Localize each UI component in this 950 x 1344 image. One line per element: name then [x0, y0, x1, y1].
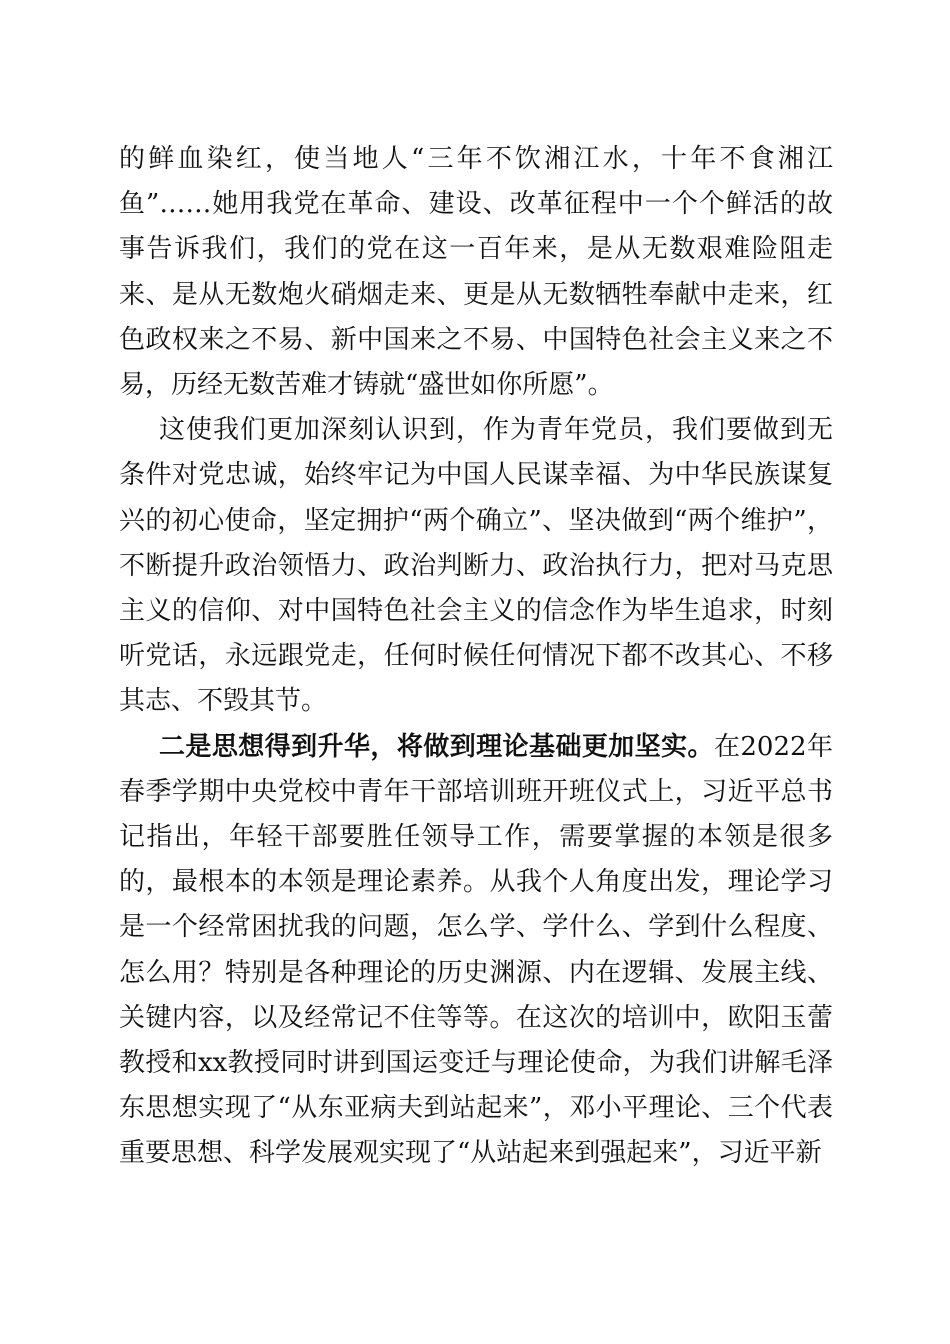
body-text [119, 137, 833, 1177]
paragraph-2: 这使我们更加深刻认识到，作为青年党员，我们要做到无条件对党忠诚，始终牢记为中国人民谋幸福、为中华民族谋复兴的初心使命，坚定拥护“两个确立”、坚决做到“两个维护”，不断提升政治领悟力、政治判断力、政治执行力，把对马克思主义的信仰、对中国特色社会主义的信念作为毕生追求，时刻听党话，永远跟党走，任何时候任何情况下都不改其心、不移其志、不毁其节。 [119, 415, 833, 717]
paragraph-3-text: 在2022年春季学期中央党校中青年干部培训班开班仪式上，习近平总书记指出，年轻干部要胜任领导工作，需要掌握的本领是很多的，最根本的本领是理论素养。从我个人角度出发，理论学习是一个经常困扰我的问题，怎么学、学什么、学到什么程度、怎么用？特别是各种理论的历史渊源、内在逻辑、发展主线、关键内容，以及经常记不住等等。在这次的培训中，欧阳玉蕾教授和xx教授同时讲到国运变迁与理论使命，为我们讲解毛泽东思想实现了“从东亚病夫到站起来”，邓小平理论、三个代表重要思想、科学发展观实现了“从站起来到强起来”，习近平新 [119, 731, 833, 1169]
paragraph-3 [119, 725, 833, 1177]
paragraph-3-heading: 二是思想得到升华，将做到理论基础更加坚实。 [159, 731, 714, 762]
paragraph-1: 的鲜血染红，使当地人“三年不饮湘江水，十年不食湘江鱼”……她用我党在革命、建设、改革征程中一个个鲜活的故事告诉我们，我们的党在这一百年来，是从无数艰难险阻走来、是从无数炮火硝烟走来、更是从无数牺牲奉献中走来，红色政权来之不易、新中国来之不易、中国特色社会主义来之不易，历经无数苦难才铸就“盛世如你所愿”。 [119, 144, 833, 401]
